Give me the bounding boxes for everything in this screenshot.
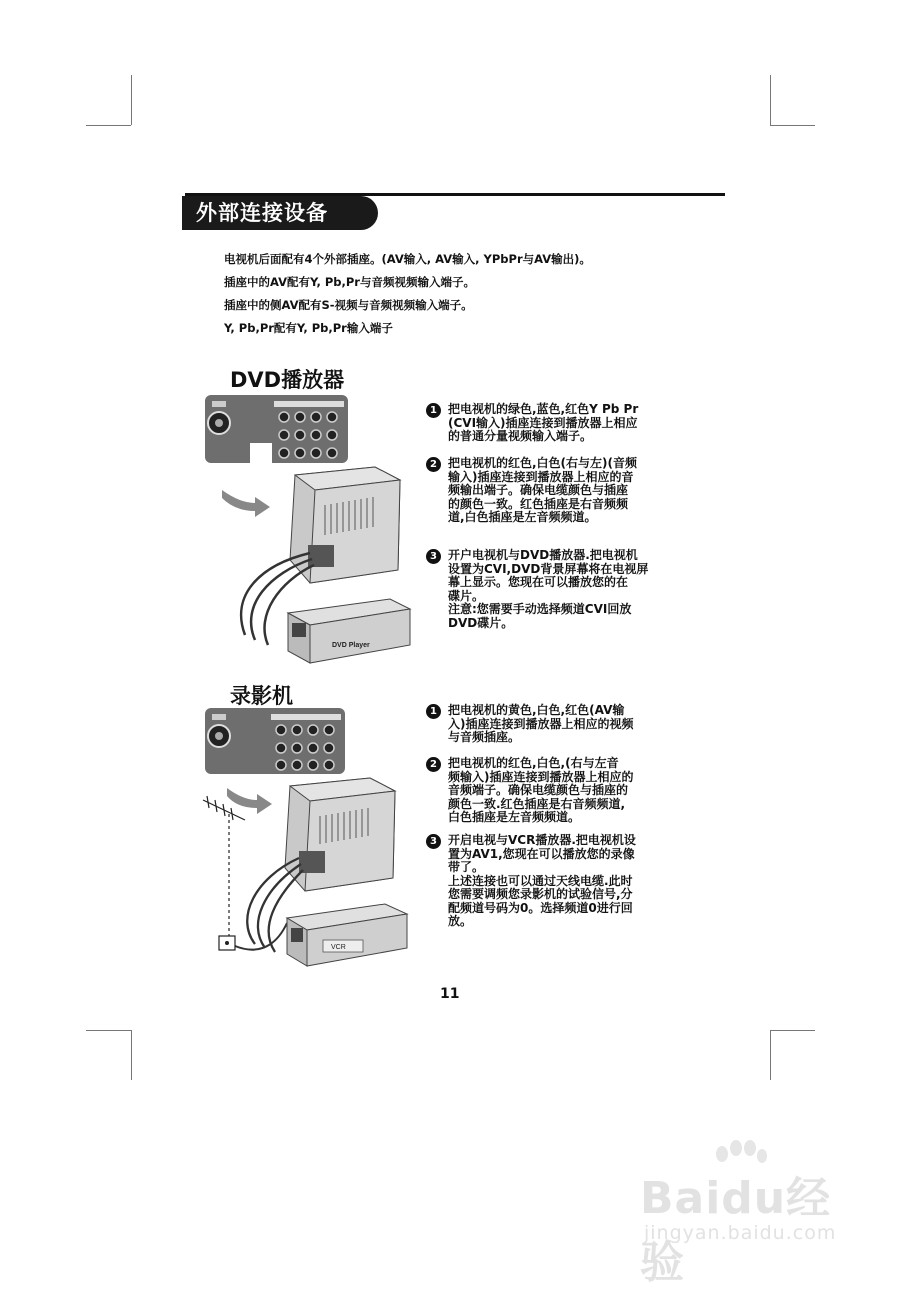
page-title: 外部连接设备 xyxy=(182,196,378,230)
dvd-section-title: DVD播放器 xyxy=(230,368,345,392)
dvd-player xyxy=(288,599,410,663)
baidu-watermark xyxy=(640,1140,860,1288)
step-text: 把电视机的红色,白色(右与左)(音频 输入)插座连接到播放器上相应的音 频输出端子。确保电缆颜色与插座 的颜色一致。红色插座是右音频频 道,白色插座是左音频频道。 xyxy=(448,456,638,524)
step-text: 把电视机的绿色,蓝色,红色Y Pb Pr (CVI输入)插座连接到播放器上相应 的普通分量视频输入端子。 xyxy=(448,402,639,443)
dvd-player-label: DVD Player xyxy=(332,642,370,649)
crop-mark xyxy=(131,75,132,125)
step-text: 把电视机的红色,白色,(右与左音 频输入)插座连接到播放器上相应的 音频端子。确保电缆颜色与插座的 颜色一致.红色插座是右音频频道, 白色插座是左音频频道。 xyxy=(448,756,634,824)
vcr-step-1 xyxy=(426,704,691,745)
step-text: 把电视机的黄色,白色,红色(AV输 入)插座连接到播放器上相应的视频 与音频插座。 xyxy=(448,703,634,744)
crop-mark xyxy=(770,1030,771,1080)
tv-back-panel xyxy=(205,395,348,463)
watermark-brand: Baidu经验 xyxy=(640,1173,832,1288)
tv-rear xyxy=(290,467,400,583)
vcr-section-title: 录影机 xyxy=(230,684,293,708)
crop-mark xyxy=(86,1030,131,1031)
crop-mark xyxy=(770,125,815,126)
tv-rear xyxy=(285,778,395,891)
crop-mark xyxy=(770,1030,815,1031)
intro-line: 插座中的AV配有Y, Pb,Pr与音频视频输入端子。 xyxy=(224,275,475,289)
step-number: 3 xyxy=(426,549,441,564)
intro-line: 电视机后面配有4个外部插座。(AV输入, AV输入, YPbPr与AV输出)。 xyxy=(224,252,591,266)
tv-back-panel xyxy=(205,708,345,774)
crop-mark xyxy=(131,1030,132,1080)
step-number: 2 xyxy=(426,457,441,472)
step-number: 1 xyxy=(426,704,441,719)
step-text: 开启电视与VCR播放器.把电视机设 置为AV1,您现在可以播放您的录像 带了。 上述连接也可以通过天线电缆.此时 您需要调频您录影机的试验信号,分 配频道号码为0。选择频道0进行回 放。 xyxy=(448,833,636,928)
vcr-step-3 xyxy=(426,834,691,929)
dvd-step-3 xyxy=(426,549,691,630)
antenna-icon xyxy=(203,796,245,940)
dvd-step-1 xyxy=(426,403,691,444)
vcr-label: VCR xyxy=(331,944,346,951)
dvd-step-2 xyxy=(426,457,691,525)
watermark-url: jingyan.baidu.com xyxy=(644,1222,837,1244)
page-number: 11 xyxy=(440,986,460,1002)
step-number: 3 xyxy=(426,834,441,849)
crop-mark xyxy=(770,75,771,125)
step-number: 1 xyxy=(426,403,441,418)
step-text: 开户电视机与DVD播放器.把电视机 设置为CVI,DVD背景屏幕将在电视屏 幕上显示。您现在可以播放您的在 碟片。 注意:您需要手动选择频道CVI回放 DVD碟片。 xyxy=(448,548,649,630)
crop-mark xyxy=(86,125,131,126)
vcr-step-2 xyxy=(426,757,691,825)
intro-line: Y, Pb,Pr配有Y, Pb,Pr输入端子 xyxy=(224,321,393,335)
vcr-device xyxy=(287,904,407,966)
dvd-connection-illustration xyxy=(200,395,420,665)
step-number: 2 xyxy=(426,757,441,772)
intro-line: 插座中的侧AV配有S-视频与音频视频输入端子。 xyxy=(224,298,473,312)
vcr-connection-illustration xyxy=(195,708,420,968)
